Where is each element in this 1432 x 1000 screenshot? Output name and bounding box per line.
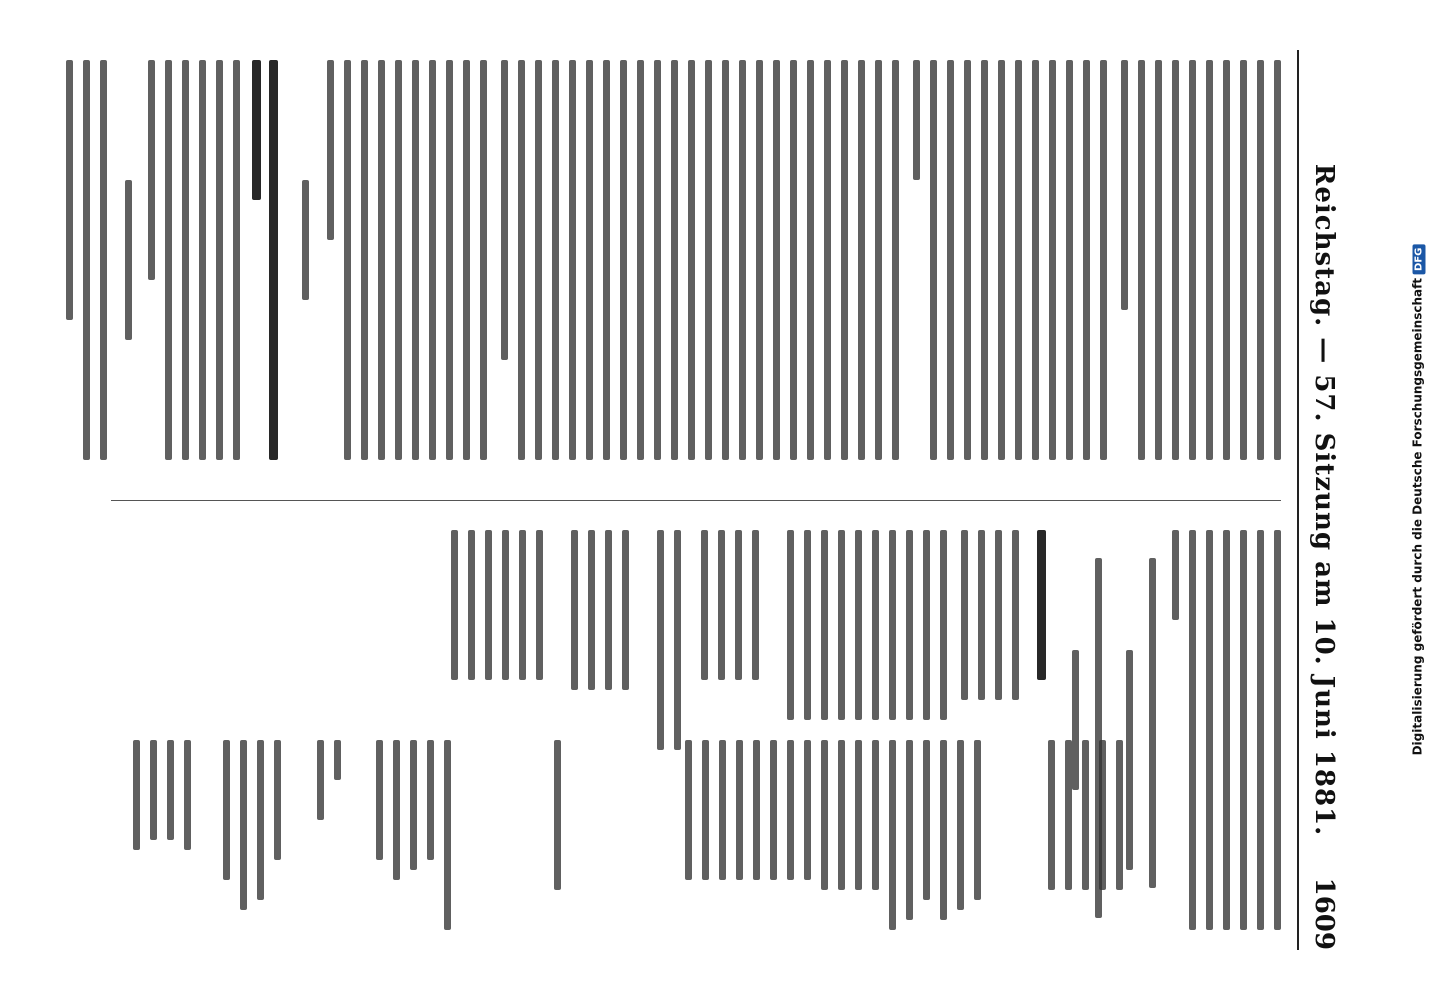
- text-line: [199, 60, 206, 460]
- text-line: [83, 60, 90, 460]
- text-line: [167, 740, 174, 840]
- text-line: [269, 60, 278, 460]
- text-line: [770, 740, 777, 880]
- text-line: [1206, 530, 1213, 930]
- text-line: [485, 530, 492, 680]
- text-line: [1149, 558, 1156, 888]
- text-line: [125, 180, 132, 340]
- text-line: [501, 60, 508, 360]
- text-line: [1100, 60, 1107, 460]
- text-line: [344, 60, 351, 460]
- text-line: [463, 60, 470, 460]
- page-number: 1609: [1309, 877, 1339, 950]
- text-line: [722, 60, 729, 460]
- text-line: [1099, 740, 1106, 890]
- page-header-title: Reichstag. — 57. Sitzung am 10. Juni 1881.: [1309, 163, 1339, 837]
- text-line: [150, 740, 157, 840]
- text-line: [378, 60, 385, 460]
- text-line: [1015, 60, 1022, 460]
- text-line: [1223, 60, 1230, 460]
- text-line: [184, 740, 191, 850]
- text-line: [620, 60, 627, 460]
- text-line: [998, 60, 1005, 460]
- text-line: [1257, 530, 1264, 930]
- text-line: [1083, 60, 1090, 460]
- text-line: [1121, 60, 1128, 310]
- text-line: [957, 740, 964, 910]
- text-line: [252, 60, 261, 200]
- text-line: [317, 740, 324, 820]
- text-line: [274, 740, 281, 860]
- text-line: [671, 60, 678, 460]
- text-column-right: [111, 530, 1281, 930]
- text-line: [1257, 60, 1264, 460]
- text-line: [468, 530, 475, 680]
- text-line: [961, 530, 968, 700]
- text-line: [66, 60, 73, 320]
- text-line: [807, 60, 814, 460]
- text-line: [855, 740, 862, 890]
- text-line: [480, 60, 487, 460]
- text-column-left: [111, 60, 1281, 460]
- text-line: [569, 60, 576, 460]
- text-line: [872, 740, 879, 890]
- text-line: [1126, 650, 1133, 870]
- text-line: [393, 740, 400, 880]
- text-line: [974, 740, 981, 900]
- text-line: [705, 60, 712, 460]
- text-line: [964, 60, 971, 460]
- text-line: [588, 530, 595, 690]
- text-line: [790, 60, 797, 460]
- text-line: [756, 60, 763, 460]
- text-line: [824, 60, 831, 460]
- text-line: [1012, 530, 1019, 700]
- text-line: [182, 60, 189, 460]
- text-line: [674, 530, 681, 750]
- text-line: [1048, 740, 1055, 890]
- text-line: [821, 740, 828, 890]
- text-line: [240, 740, 247, 910]
- text-line: [753, 740, 760, 880]
- text-line: [821, 530, 828, 720]
- text-line: [410, 740, 417, 870]
- text-line: [940, 740, 947, 920]
- text-line: [302, 180, 309, 300]
- text-line: [889, 530, 896, 720]
- text-line: [906, 530, 913, 720]
- text-line: [444, 740, 451, 930]
- text-line: [502, 530, 509, 680]
- text-line: [995, 530, 1002, 700]
- text-line: [223, 740, 230, 880]
- text-line: [1072, 650, 1079, 790]
- text-line: [804, 530, 811, 720]
- text-line: [395, 60, 402, 460]
- text-line: [1172, 530, 1179, 620]
- text-line: [637, 60, 644, 460]
- text-line: [947, 60, 954, 460]
- text-line: [736, 740, 743, 880]
- text-line: [923, 740, 930, 900]
- dfg-logo: DFG: [1413, 245, 1426, 274]
- column-divider: [111, 500, 1281, 501]
- text-line: [889, 740, 896, 930]
- text-line: [858, 60, 865, 460]
- text-line: [334, 740, 341, 780]
- text-line: [752, 530, 759, 680]
- text-line: [429, 60, 436, 460]
- text-line: [739, 60, 746, 460]
- text-line: [1172, 60, 1179, 460]
- text-line: [688, 60, 695, 460]
- digitization-credit: [1411, 245, 1426, 756]
- text-line: [554, 740, 561, 890]
- text-line: [923, 530, 930, 720]
- text-line: [841, 60, 848, 460]
- text-line: [519, 530, 526, 680]
- text-line: [701, 530, 708, 680]
- text-line: [1116, 740, 1123, 890]
- text-line: [1274, 60, 1281, 460]
- text-line: [978, 530, 985, 700]
- text-line: [838, 530, 845, 720]
- text-line: [376, 740, 383, 860]
- text-line: [1240, 60, 1247, 460]
- text-line: [787, 740, 794, 880]
- text-line: [1189, 530, 1196, 930]
- page-header: [1297, 50, 1349, 950]
- text-line: [654, 60, 661, 460]
- text-line: [518, 60, 525, 460]
- text-line: [685, 740, 692, 880]
- text-line: [571, 530, 578, 690]
- text-line: [913, 60, 920, 180]
- text-line: [1082, 740, 1089, 890]
- text-line: [719, 740, 726, 880]
- text-line: [1032, 60, 1039, 460]
- text-line: [586, 60, 593, 460]
- text-line: [605, 530, 612, 690]
- text-line: [327, 60, 334, 240]
- text-line: [427, 740, 434, 860]
- text-line: [552, 60, 559, 460]
- text-line: [100, 60, 107, 460]
- text-line: [1223, 530, 1230, 930]
- text-line: [804, 740, 811, 880]
- text-line: [718, 530, 725, 680]
- text-line: [361, 60, 368, 460]
- text-line: [773, 60, 780, 460]
- text-line: [133, 740, 140, 850]
- text-line: [981, 60, 988, 460]
- text-line: [875, 60, 882, 460]
- text-line: [233, 60, 240, 460]
- text-line: [1066, 60, 1073, 460]
- text-line: [412, 60, 419, 460]
- text-line: [787, 530, 794, 720]
- text-line: [1155, 60, 1162, 460]
- text-line: [1037, 530, 1046, 680]
- text-line: [657, 530, 664, 750]
- text-line: [1138, 60, 1145, 460]
- scanned-page: [41, 0, 1391, 1000]
- text-line: [1065, 740, 1072, 890]
- text-line: [1189, 60, 1196, 460]
- text-line: [216, 60, 223, 460]
- text-line: [702, 740, 709, 880]
- text-line: [622, 530, 629, 690]
- text-line: [451, 530, 458, 680]
- text-line: [1274, 530, 1281, 930]
- text-line: [535, 60, 542, 460]
- text-line: [735, 530, 742, 680]
- text-line: [1240, 530, 1247, 930]
- text-line: [872, 530, 879, 720]
- text-line: [1206, 60, 1213, 460]
- text-line: [446, 60, 453, 460]
- text-line: [940, 530, 947, 720]
- text-line: [603, 60, 610, 460]
- text-line: [855, 530, 862, 720]
- text-line: [892, 60, 899, 460]
- text-line: [536, 530, 543, 680]
- text-line: [1049, 60, 1056, 460]
- text-line: [906, 740, 913, 920]
- text-line: [838, 740, 845, 890]
- text-line: [148, 60, 155, 280]
- text-line: [257, 740, 264, 900]
- text-line: [930, 60, 937, 460]
- credit-text: Digitalisierung gefördert durch die Deutsche Forschungsgemeinschaft: [1410, 277, 1425, 756]
- text-line: [165, 60, 172, 460]
